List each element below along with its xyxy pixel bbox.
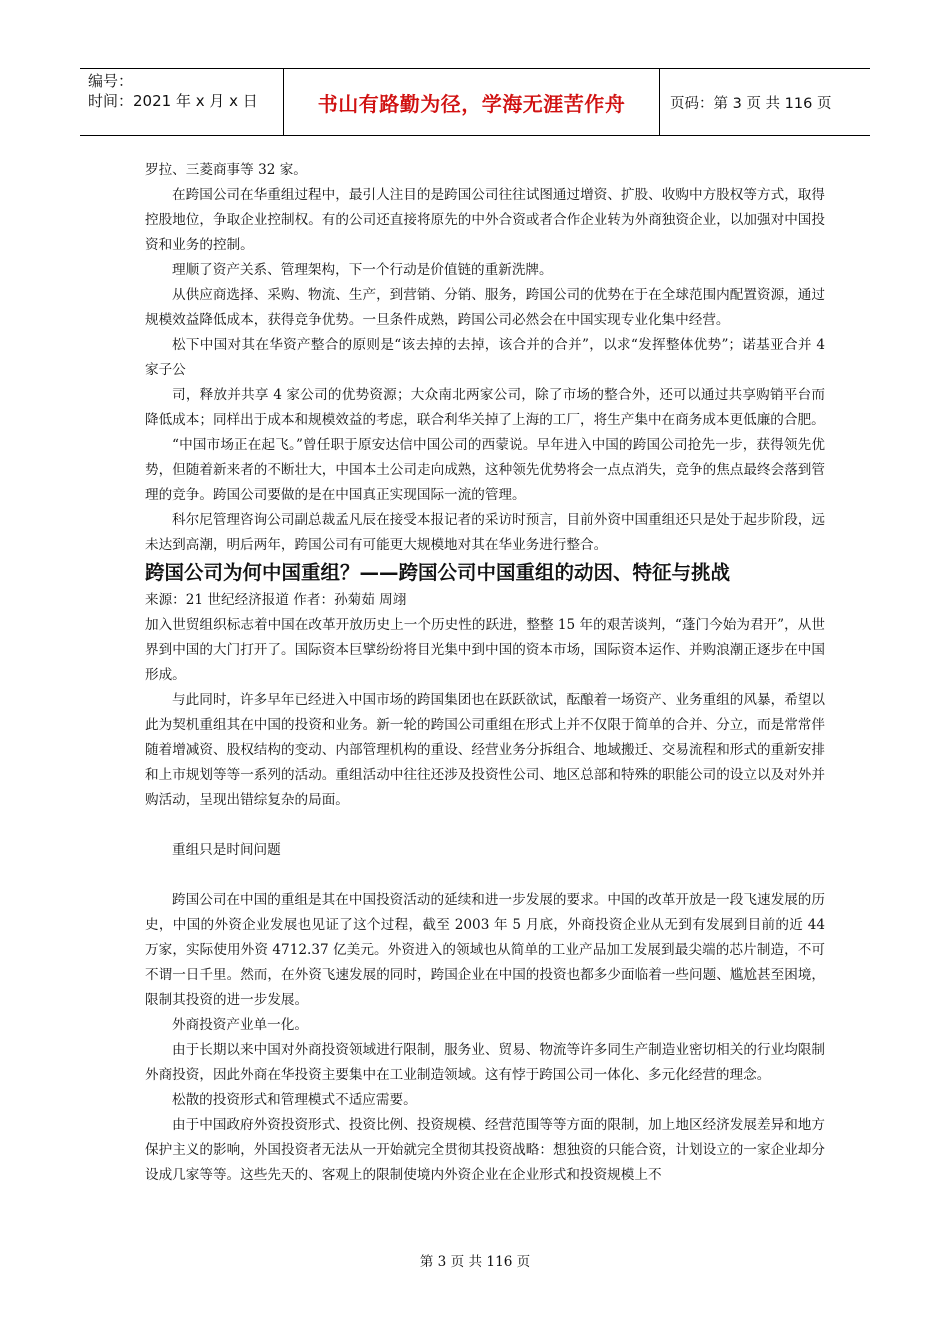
section-subheading: 重组只是时间问题 xyxy=(172,842,281,858)
header-date: 时间：2021 年 x 月 x 日 xyxy=(88,92,258,110)
paragraph: 理顺了资产关系、管理架构，下一个行动是价值链的重新洗牌。 xyxy=(172,262,553,278)
page-footer: 第 3 页 共 116 页 xyxy=(419,1254,531,1270)
page-header xyxy=(80,68,870,136)
header-motto: 书山有路勤为径，学海无涯苦作舟 xyxy=(317,91,626,116)
paragraph: “中国市场正在起飞。”曾任职于原安达信中国公司的西蒙说。早年进入中国的跨国公司抢先一步，获得领先优势，但随着新来者的不断壮大，中国本土公司走向成熟，这种领先优势将会一点点消失，竞争的焦点最终会落到管理的竞争。跨国公司要做的是在中国真正实现国际一流的管理。 xyxy=(145,437,825,503)
header-page-info: 页码：第 3 页 共 116 页 xyxy=(670,95,832,112)
paragraph: 松下中国对其在华资产整合的原则是“该去掉的去掉，该合并的合并”，以求“发挥整体优势”；诺基亚合并 4 家子公 xyxy=(145,337,825,378)
blank-line xyxy=(145,813,825,838)
article-title: 跨国公司为何中国重组？——跨国公司中国重组的动因、特征与挑战 xyxy=(145,561,731,584)
paragraph: 由于中国政府外资投资形式、投资比例、投资规模、经营范围等等方面的限制，加上地区经济发展差异和地方保护主义的影响，外国投资者无法从一开始就完全贯彻其投资战略：想独资的只能合资，计划设立的一家企业却分设成几家等等。这些先天的、客观上的限制使境内外资企业在企业形式和投资规模上不 xyxy=(145,1117,825,1183)
header-motto-cell xyxy=(284,69,660,135)
header-number-label: 编号： xyxy=(88,72,134,90)
paragraph: 加入世贸组织标志着中国在改革开放历史上一个历史性的跃进，整整 15 年的艰苦谈判，“蓬门今始为君开”，从世界到中国的大门打开了。国际资本巨擘纷纷将目光集中到中国的资本市场，国际资本运作、并购浪潮正逐步在中国形成。 xyxy=(145,617,825,683)
blank-line xyxy=(145,863,825,888)
paragraph: 科尔尼管理咨询公司副总裁孟凡辰在接受本报记者的采访时预言，目前外资中国重组还只是处于起步阶段，远未达到高潮，明后两年，跨国公司有可能更大规模地对其在华业务进行整合。 xyxy=(145,512,825,553)
paragraph: 从供应商选择、采购、物流、生产，到营销、分销、服务，跨国公司的优势在于在全球范围内配置资源，通过规模效益降低成本，获得竞争优势。一旦条件成熟，跨国公司必然会在中国实现专业化集中经营。 xyxy=(145,287,825,328)
paragraph: 司，释放并共享 4 家公司的优势资源；大众南北两家公司，除了市场的整合外，还可以通过共享购销平台而降低成本；同样出于成本和规模效益的考虑，联合利华关掉了上海的工厂，将生产集中在商务成本更低廉的合肥。 xyxy=(145,387,825,428)
paragraph: 跨国公司在中国的重组是其在中国投资活动的延续和进一步发展的要求。中国的改革开放是一段飞速发展的历史，中国的外资企业发展也见证了这个过程，截至 2003 年 5 月底，外商投资企业从无到有发展到目前的近 44 万家，实际使用外资 4712.37 亿美元。外资进入的领域也从简单的工业产品加工发展到最尖端的芯片制造，不可不谓一日千里。然而，在外资飞速发展的同时，跨国企业在中国的投资也都多少面临着一些问题、尴尬甚至困境，限制其投资的进一步发展。 xyxy=(145,892,825,1008)
article-source: 来源：21 世纪经济报道 作者：孙菊茹 周翊 xyxy=(145,592,407,608)
paragraph: 在跨国公司在华重组过程中，最引人注目的是跨国公司往往试图通过增资、扩股、收购中方股权等方式，取得控股地位，争取企业控制权。有的公司还直接将原先的中外合资或者合作企业转为外商独资企业，以加强对中国投资和业务的控制。 xyxy=(145,187,825,253)
document-body xyxy=(145,158,825,1188)
paragraph: 罗拉、三菱商事等 32 家。 xyxy=(145,162,307,178)
header-meta xyxy=(80,69,284,135)
paragraph: 由于长期以来中国对外商投资领域进行限制，服务业、贸易、物流等许多同生产制造业密切相关的行业均限制外商投资，因此外商在华投资主要集中在工业制造领域。这有悖于跨国公司一体化、多元化经营的理念。 xyxy=(145,1042,825,1083)
paragraph: 松散的投资形式和管理模式不适应需要。 xyxy=(172,1092,417,1108)
paragraph: 外商投资产业单一化。 xyxy=(172,1017,308,1033)
paragraph: 与此同时，许多早年已经进入中国市场的跨国集团也在跃跃欲试，酝酿着一场资产、业务重组的风暴，希望以此为契机重组其在中国的投资和业务。新一轮的跨国公司重组在形式上并不仅限于简单的合并、分立，而是常常伴随着增减资、股权结构的变动、内部管理机构的重设、经营业务分拆组合、地域搬迁、交易流程和形式的重新安排和上市规划等等一系列的活动。重组活动中往往还涉及投资性公司、地区总部和特殊的职能公司的设立以及对外并购活动，呈现出错综复杂的局面。 xyxy=(145,692,825,808)
